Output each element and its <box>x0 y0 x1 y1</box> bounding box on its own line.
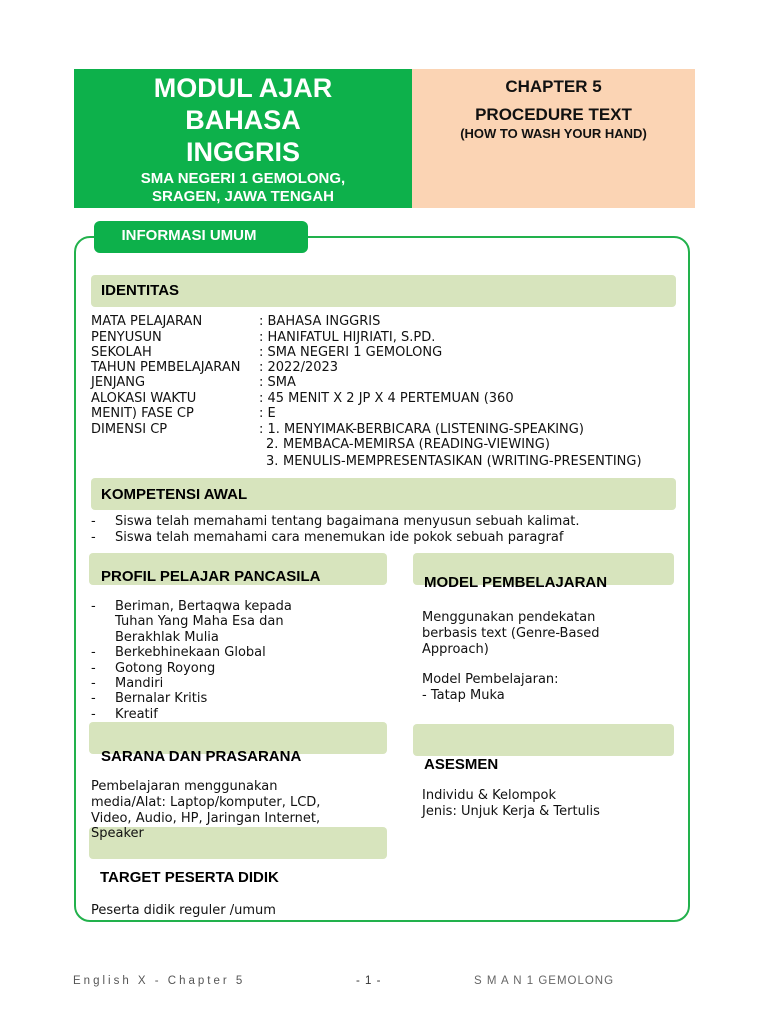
model-heading: MODEL PEMBELAJARAN <box>424 574 608 591</box>
row-label: ALOKASI WAKTU <box>91 391 197 406</box>
target-heading: TARGET PESERTA DIDIK <box>100 869 279 886</box>
profil-text: Gotong Royong <box>115 661 216 676</box>
topic-subtitle: (HOW TO WASH YOUR HAND) <box>460 126 647 141</box>
row-value: : BAHASA INGGRIS <box>259 314 381 329</box>
module-title-line-3: INGGRIS <box>185 137 300 167</box>
row-value: : 45 MENIT X 2 JP X 4 PERTEMUAN (360 <box>259 391 514 406</box>
dimensi-text: MENULIS-MEMPRESENTASIKAN (WRITING-PRESENTING) <box>283 454 642 469</box>
bullet-dash: - <box>91 530 96 545</box>
row-value: : SMA <box>259 375 296 390</box>
row-value: : 2022/2023 <box>259 360 339 375</box>
kompetensi-heading: KOMPETENSI AWAL <box>101 486 248 503</box>
row-value: : 1. MENYIMAK-BERBICARA (LISTENING-SPEAKING) <box>259 422 584 437</box>
asesmen-heading: ASESMEN <box>424 756 499 773</box>
asesmen-text-line: Individu & Kelompok <box>422 788 556 803</box>
kompetensi-text: Siswa telah memahami cara menemukan ide pokok sebuah paragraf <box>115 530 564 545</box>
profil-text: Berkebhinekaan Global <box>115 645 266 660</box>
footer-left: English X - Chapter 5 <box>73 975 246 987</box>
model-text-line: berbasis text (Genre-Based <box>422 626 600 641</box>
model-text-line: Approach) <box>422 642 489 657</box>
row-label: SEKOLAH <box>91 345 152 360</box>
row-value: : HANIFATUL HIJRIATI, S.PD. <box>259 330 436 345</box>
module-title-line-1: MODUL AJAR <box>153 73 333 103</box>
dimensi-text: MEMBACA-MEMIRSA (READING-VIEWING) <box>283 437 550 452</box>
profil-heading: PROFIL PELAJAR PANCASILA <box>101 568 321 585</box>
sarana-text-line: Video, Audio, HP, Jaringan Internet, <box>91 811 321 826</box>
profil-text: Mandiri <box>115 676 164 691</box>
bullet-dash: - <box>91 691 96 706</box>
module-title-line-2: BAHASA <box>185 105 301 135</box>
model-text-line: Menggunakan pendekatan <box>422 610 596 625</box>
model-item: - Tatap Muka <box>422 688 505 703</box>
asesmen-band <box>413 724 674 756</box>
row-label: DIMENSI CP <box>91 422 168 437</box>
profil-text-line: Berakhlak Mulia <box>115 630 219 645</box>
profil-text-line: Beriman, Bertaqwa kepada <box>115 599 292 614</box>
school-line-1: SMA NEGERI 1 GEMOLONG, <box>140 170 346 187</box>
bullet-dash: - <box>91 599 96 614</box>
topic-title: PROCEDURE TEXT <box>475 105 632 124</box>
row-label: JENJANG <box>91 375 146 390</box>
footer-right: S M A N 1 GEMOLONG <box>474 975 615 987</box>
sarana-text-line: Pembelajaran menggunakan <box>91 779 278 794</box>
target-text: Peserta didik reguler /umum <box>91 903 276 918</box>
row-value: : E <box>259 406 276 421</box>
row-label: TAHUN PEMBELAJARAN <box>91 360 241 375</box>
row-label: MATA PELAJARAN <box>91 314 203 329</box>
info-tab-label: INFORMASI UMUM <box>121 227 257 244</box>
bullet-dash: - <box>91 645 96 660</box>
row-value: : SMA NEGERI 1 GEMOLONG <box>259 345 443 360</box>
sarana-text-line: media/Alat: Laptop/komputer, LCD, <box>91 795 321 810</box>
profil-text-line: Tuhan Yang Maha Esa dan <box>115 614 284 629</box>
sarana-text-line: Speaker <box>91 826 144 841</box>
kompetensi-text: Siswa telah memahami tentang bagaimana menyusun sebuah kalimat. <box>115 514 580 529</box>
chapter-label: CHAPTER 5 <box>505 77 602 96</box>
bullet-dash: - <box>91 676 96 691</box>
dimensi-number: 2. <box>266 437 279 452</box>
bullet-dash: - <box>91 661 96 676</box>
profil-text: Bernalar Kritis <box>115 691 208 706</box>
asesmen-text-line: Jenis: Unjuk Kerja & Tertulis <box>422 804 600 819</box>
sarana-heading: SARANA DAN PRASARANA <box>101 748 302 765</box>
bullet-dash: - <box>91 707 96 722</box>
profil-text: Kreatif <box>115 707 158 722</box>
bullet-dash: - <box>91 514 96 529</box>
model-label: Model Pembelajaran: <box>422 672 559 687</box>
school-line-2: SRAGEN, JAWA TENGAH <box>152 188 334 205</box>
row-label: MENIT) FASE CP <box>91 406 194 421</box>
dimensi-number: 3. <box>266 454 279 469</box>
row-label: PENYUSUN <box>91 330 162 345</box>
page-number: - 1 - <box>356 975 382 987</box>
identitas-heading: IDENTITAS <box>101 282 180 299</box>
